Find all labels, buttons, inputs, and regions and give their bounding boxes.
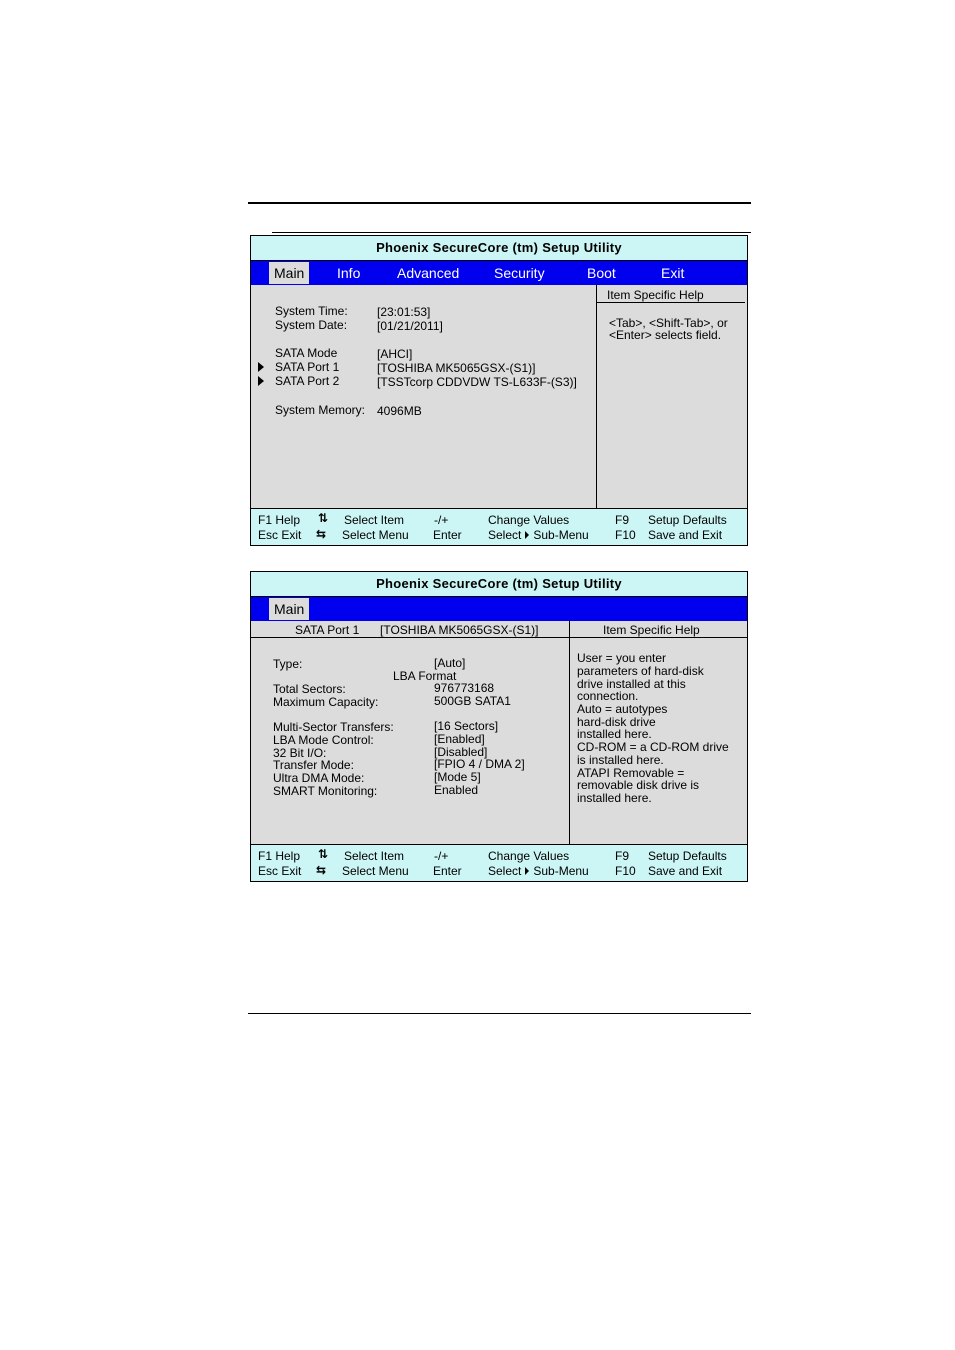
help-line-2: <Enter> selects field. bbox=[609, 328, 722, 342]
help-divider bbox=[569, 621, 570, 845]
select-menu: Select Menu bbox=[342, 864, 409, 878]
bios-menu-bar bbox=[251, 261, 747, 285]
esc-exit: Esc Exit bbox=[258, 864, 302, 878]
system-time-label: System Time: bbox=[275, 304, 348, 318]
select-menu: Select Menu bbox=[342, 528, 409, 542]
submenu-arrow-icon bbox=[525, 867, 529, 875]
esc-exit: Esc Exit bbox=[258, 528, 302, 542]
bios-screen-sata-port1 bbox=[250, 571, 748, 882]
select-submenu bbox=[488, 864, 589, 878]
bios-menu-bar bbox=[251, 597, 747, 621]
help-title-underline bbox=[597, 302, 745, 303]
submenu-arrow-icon bbox=[258, 376, 264, 386]
sata-port1-value: [TOSHIBA MK5065GSX-(S1)] bbox=[377, 361, 536, 375]
header-underline bbox=[251, 637, 747, 638]
sata-mode-label: SATA Mode bbox=[275, 346, 338, 360]
total-sectors-label: Total Sectors: bbox=[273, 682, 346, 696]
help-line: installed here. bbox=[577, 791, 652, 805]
f1-help: F1 Help bbox=[258, 849, 301, 863]
type-label: Type: bbox=[273, 657, 303, 671]
help-line-1: <Tab>, <Shift-Tab>, or bbox=[609, 316, 728, 330]
left-right-arrows-icon: ⇆ bbox=[316, 527, 327, 541]
transfer-mode-label: Transfer Mode: bbox=[273, 758, 354, 772]
plus-minus-key: -/+ bbox=[434, 849, 449, 863]
main-settings bbox=[251, 285, 747, 509]
f9-key: F9 bbox=[615, 849, 630, 863]
lba-format-label: LBA Format bbox=[393, 669, 457, 683]
system-time-value[interactable]: [23:01:53] bbox=[377, 305, 431, 319]
help-line: parameters of hard-disk bbox=[577, 664, 704, 678]
type-value[interactable]: [Auto] bbox=[434, 656, 466, 670]
system-memory-label: System Memory: bbox=[275, 403, 366, 417]
sub-menu-label: Sub-Menu bbox=[533, 864, 589, 878]
menu-exit[interactable]: Exit bbox=[661, 265, 685, 281]
up-down-arrows-icon: ⇅ bbox=[318, 847, 329, 861]
setup-defaults: Setup Defaults bbox=[648, 513, 727, 527]
bios-title: Phoenix SecureCore (tm) Setup Utility bbox=[251, 236, 747, 261]
smart-value: Enabled bbox=[434, 783, 479, 797]
smart-label: SMART Monitoring: bbox=[273, 784, 378, 798]
enter-key: Enter bbox=[433, 864, 462, 878]
help-title: Item Specific Help bbox=[603, 623, 700, 637]
enter-key: Enter bbox=[433, 528, 462, 542]
plus-minus-key: -/+ bbox=[434, 513, 449, 527]
select-submenu bbox=[488, 528, 589, 542]
key-legend bbox=[251, 508, 747, 545]
change-values: Change Values bbox=[488, 849, 570, 863]
top-rule bbox=[248, 202, 751, 204]
sata-mode-value[interactable]: [AHCI] bbox=[377, 347, 413, 361]
help-line: installed here. bbox=[577, 727, 652, 741]
udma-mode-label: Ultra DMA Mode: bbox=[273, 771, 365, 785]
f10-key: F10 bbox=[615, 528, 636, 542]
submenu-arrow-icon bbox=[258, 362, 264, 372]
lba-mode-label: LBA Mode Control: bbox=[273, 733, 374, 747]
key-legend bbox=[251, 844, 747, 881]
submenu-port-label: SATA Port 1 bbox=[295, 623, 360, 637]
help-line: removable disk drive is bbox=[577, 778, 700, 792]
transfer-mode-value[interactable]: [FPIO 4 / DMA 2] bbox=[434, 757, 525, 771]
select-item: Select Item bbox=[344, 849, 405, 863]
system-date-value[interactable]: [01/21/2011] bbox=[377, 319, 443, 333]
sata-port-settings bbox=[251, 621, 747, 845]
help-line: connection. bbox=[577, 689, 639, 703]
help-line: Auto = autotypes bbox=[577, 702, 668, 716]
bit32-value[interactable]: [Disabled] bbox=[434, 745, 488, 759]
bit32-label: 32 Bit I/O: bbox=[273, 746, 327, 760]
sub-menu-label: Sub-Menu bbox=[533, 528, 589, 542]
left-right-arrows-icon: ⇆ bbox=[316, 863, 327, 877]
bottom-rule bbox=[248, 1013, 751, 1014]
top-rule-thin bbox=[272, 232, 751, 233]
help-line: CD-ROM = a CD-ROM drive bbox=[577, 740, 729, 754]
f10-key: F10 bbox=[615, 864, 636, 878]
f9-key: F9 bbox=[615, 513, 630, 527]
lba-mode-value[interactable]: [Enabled] bbox=[434, 732, 485, 746]
select-label: Select bbox=[488, 864, 522, 878]
save-and-exit: Save and Exit bbox=[648, 528, 723, 542]
menu-info[interactable]: Info bbox=[337, 265, 361, 281]
menu-advanced[interactable]: Advanced bbox=[397, 265, 460, 281]
multi-sector-label: Multi-Sector Transfers: bbox=[273, 720, 394, 734]
total-sectors-value: 976773168 bbox=[434, 681, 495, 695]
submenu-port-value: [TOSHIBA MK5065GSX-(S1)] bbox=[380, 623, 539, 637]
bios-screen-main bbox=[250, 235, 748, 546]
max-capacity-value: 500GB SATA1 bbox=[434, 694, 511, 708]
system-date-label: System Date: bbox=[275, 318, 348, 332]
select-label: Select bbox=[488, 528, 522, 542]
sata-port2-value: [TSSTcorp CDDVDW TS-L633F-(S3)] bbox=[377, 375, 577, 389]
help-line: drive installed at this bbox=[577, 677, 686, 691]
sata-port1-label[interactable]: SATA Port 1 bbox=[275, 360, 340, 374]
f1-help: F1 Help bbox=[258, 513, 301, 527]
system-memory-value: 4096MB bbox=[377, 404, 422, 418]
help-title: Item Specific Help bbox=[607, 288, 704, 302]
sata-port2-label[interactable]: SATA Port 2 bbox=[275, 374, 340, 388]
change-values: Change Values bbox=[488, 513, 570, 527]
menu-boot[interactable]: Boot bbox=[587, 265, 616, 281]
max-capacity-label: Maximum Capacity: bbox=[273, 695, 379, 709]
menu-main[interactable]: Main bbox=[269, 598, 309, 620]
help-divider bbox=[596, 285, 597, 509]
up-down-arrows-icon: ⇅ bbox=[318, 511, 329, 525]
help-line: is installed here. bbox=[577, 753, 664, 767]
bios-title: Phoenix SecureCore (tm) Setup Utility bbox=[251, 572, 747, 597]
menu-security[interactable]: Security bbox=[494, 265, 545, 281]
help-line: User = you enter bbox=[577, 651, 667, 665]
help-line: hard-disk drive bbox=[577, 715, 656, 729]
help-line: ATAPI Removable = bbox=[577, 766, 685, 780]
multi-sector-value[interactable]: [16 Sectors] bbox=[434, 719, 499, 733]
save-and-exit: Save and Exit bbox=[648, 864, 723, 878]
menu-main[interactable]: Main bbox=[269, 262, 309, 284]
submenu-arrow-icon bbox=[525, 531, 529, 539]
setup-defaults: Setup Defaults bbox=[648, 849, 727, 863]
udma-mode-value[interactable]: [Mode 5] bbox=[434, 770, 481, 784]
select-item: Select Item bbox=[344, 513, 405, 527]
